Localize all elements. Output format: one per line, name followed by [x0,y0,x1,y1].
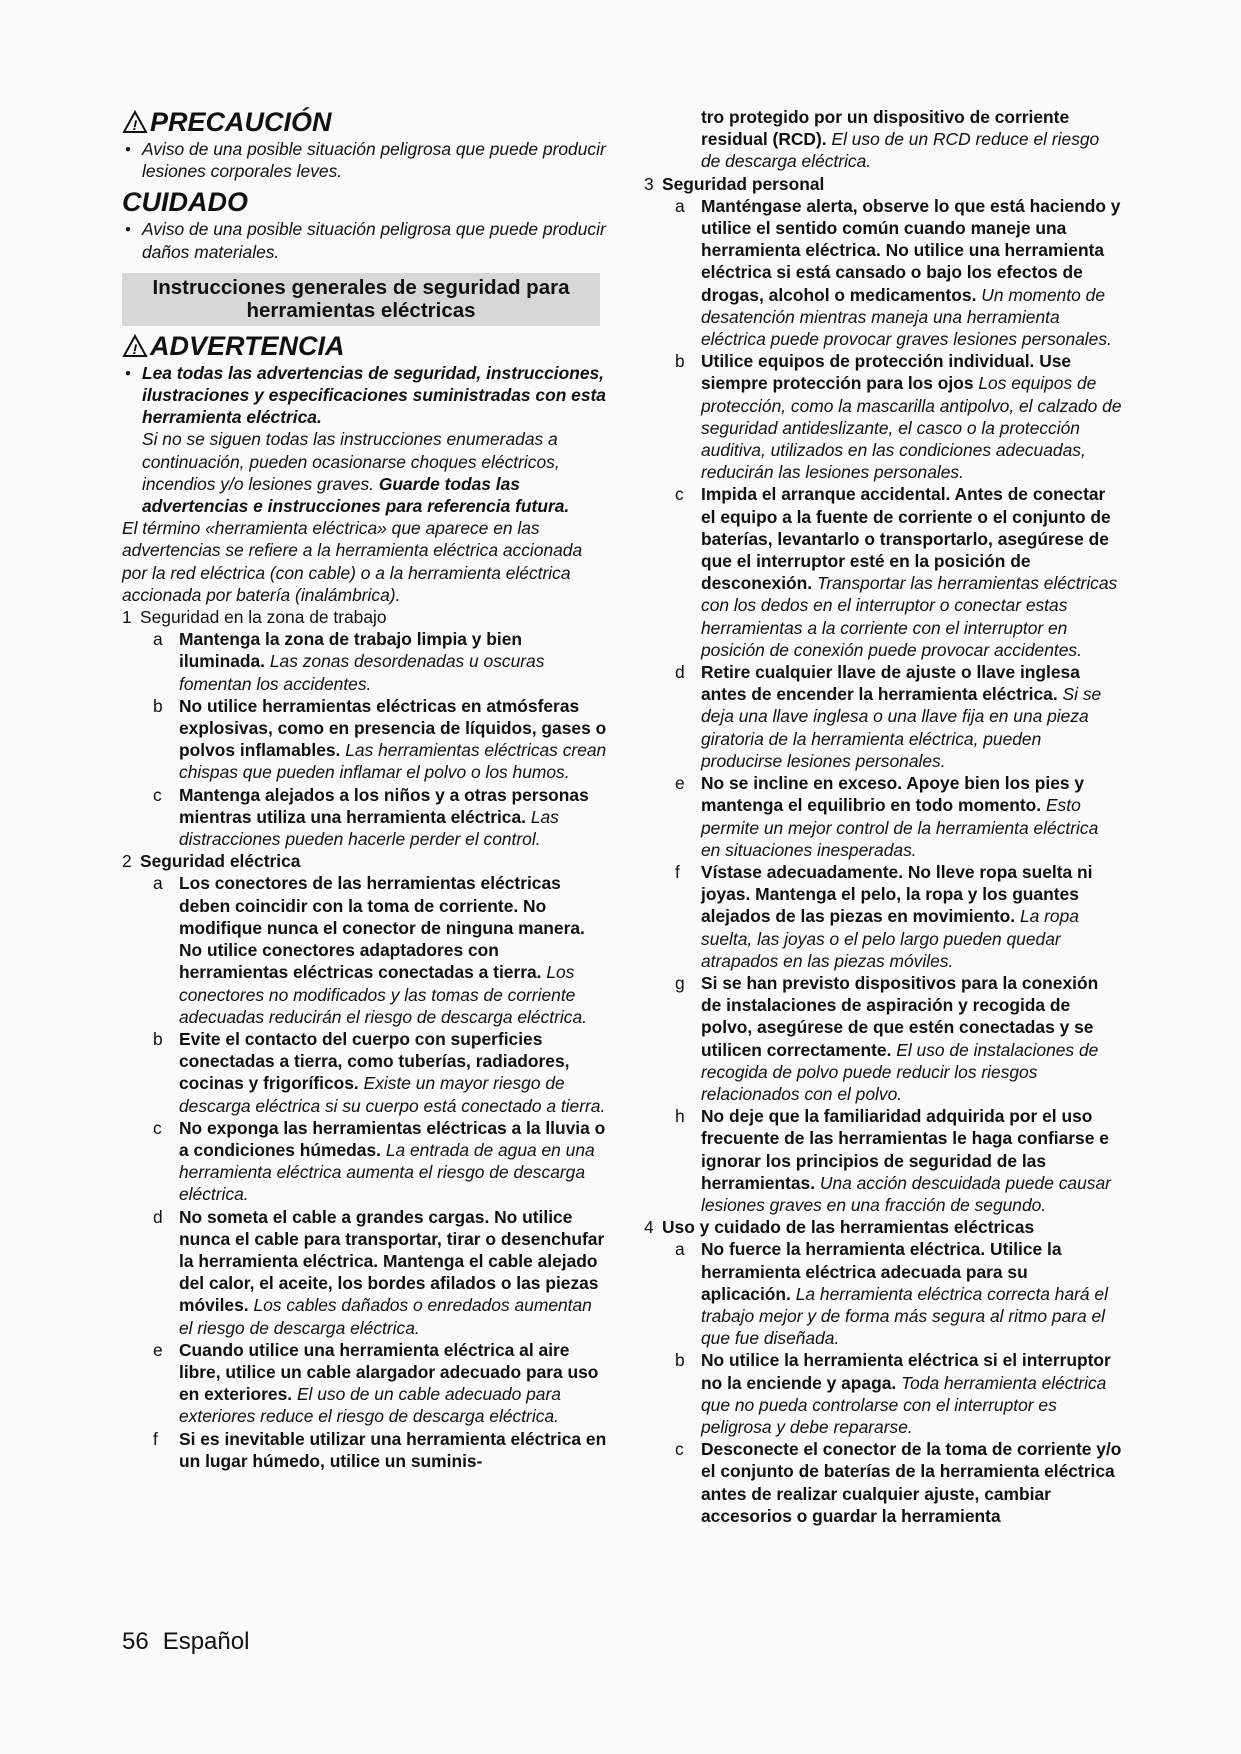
item-letter: c [153,784,162,805]
item-letter: a [153,629,163,650]
list-item [644,1238,1122,1349]
warning-triangle-icon [122,110,148,134]
item-bold: Vístase adecuadamente. No lleve ropa suelta ni joyas. Mantenga el pelo, la ropa y los guantes alejados de las piezas en movimiento. [701,861,1093,927]
list-item [122,1028,608,1117]
list-item [644,661,1122,772]
list-item [644,1105,1122,1216]
item-letter: a [675,195,685,216]
item-italic: Un momento de desatención mientras maneja una herramienta eléctrica puede provocar graves lesiones personales. [701,284,1112,350]
item-letter: g [675,972,685,993]
item-bold: Mantenga la zona de trabajo limpia y bien iluminada. [179,629,523,672]
list-item [644,483,1122,661]
section-heading-box: Instrucciones generales de seguridad para herramientas eléctricas [122,273,600,326]
item-italic: El uso de un cable adecuado para exteriores reduce el riesgo de descarga eléctrica. [179,1384,561,1427]
item-italic: Los conectores no modificados y las tomas de corriente adecuadas reducirán el riesgo de descarga eléctrica. [179,962,587,1027]
definition-paragraph: El término «herramienta eléctrica» que aparece en las advertencias se refiere a la herramienta eléctrica accionada por la red eléctrica (con cable) o a la herramienta eléctrica accionada por batería (inalámbrica). [122,518,583,605]
section-number: 4 [644,1217,654,1238]
item-italic: Existe un mayor riesgo de descarga eléctrica si su cuerpo está conectado a tierra. [179,1073,606,1116]
section-title: Seguridad en la zona de trabajo [140,607,387,628]
precaucion-heading [122,106,608,138]
list-item [122,628,608,695]
item-bold: Si se han previsto dispositivos para la conexión de instalaciones de aspiración y recogida de polvo, asegúrese de que estén conectadas y se utilicen correctamente. [701,972,1099,1060]
list-item [644,1349,1122,1438]
list-item-continued [644,106,1122,173]
list-item [122,784,608,851]
item-bold: Evite el contacto del cuerpo con superficies conectadas a tierra, como tuberías, radiadores, cocinas y frigoríficos. [179,1028,570,1094]
item-italic: La entrada de agua en una herramienta eléctrica aumenta el riesgo de descarga eléctrica. [179,1139,595,1205]
list-item [644,861,1122,972]
item-letter: b [153,1028,163,1049]
section-number: 3 [644,173,654,194]
item-bold: No se incline en exceso. Apoye bien los pies y mantenga el equilibrio en todo momento. [701,773,1085,816]
list-item [122,1339,608,1428]
item-italic: Transportar las herramientas eléctricas con los dedos en el interruptor o conectar estas herramientas a la corriente con el interruptor en posición de conexión puede provocar accidentes. [701,573,1118,660]
item-bold: No fuerce la herramienta eléctrica. Utilice la herramienta eléctrica adecuada para su aplicación. [701,1239,1062,1304]
advertencia-bullet: ● Lea todas las advertencias de seguridad, instrucciones, ilustraciones y especificaciones suministradas con esta herramienta eléctrica. [122,362,608,429]
item-letter: a [675,1239,685,1260]
item-bold: Impida el arranque accidental. Antes de conectar el equipo a la fuente de corriente o el conjunto de baterías, levantarlo o transportarlo, asegúrese de que el interruptor esté en la posición de desconexión. [701,484,1111,594]
item-letter: c [675,484,684,505]
item-italic: Toda herramienta eléctrica que no pueda controlarse con el interruptor es peligrosa y debe repararse. [701,1372,1107,1437]
item-bold: tro protegido por un dispositivo de corriente residual (RCD). [701,107,1070,150]
list-item [644,972,1122,1105]
section-number: 1 [122,607,132,628]
svg-text:!: ! [132,117,138,133]
precaucion-bullet: ● Aviso de una posible situación peligrosa que puede producir lesiones corporales leves. [122,138,608,182]
precaucion-title: PRECAUCIÓN [150,107,332,137]
item-bold: Manténgase alerta, observe lo que está haciendo y utilice el sentido común cuando maneje una herramienta eléctrica. No utilice una herramienta eléctrica si está cansado o bajo los efectos de drogas, alcohol o medicamentos. [701,195,1121,305]
advertencia-heading [122,330,608,362]
cuidado-heading [122,186,608,218]
section-3 [644,173,1122,195]
footer-language: Español [162,1628,250,1655]
advertencia-title: ADVERTENCIA [150,330,345,361]
item-bold: Los conectores de las herramientas eléctricas deben coincidir con la toma de corriente. No modifique nunca el conector de ninguna manera. No utilice conectores adaptadores con herramientas eléctricas conectadas a tierra. [179,873,585,983]
list-item [122,1117,608,1206]
svg-text:!: ! [132,340,138,357]
item-bold: No deje que la familiaridad adquirida por el uso frecuente de las herramientas le haga confiarse e ignorar los principios de seguridad de las herramientas. [701,1106,1109,1193]
section-1 [122,606,608,628]
item-bold: No utilice la herramienta eléctrica si el interruptor no la enciende y apaga. [701,1350,1111,1393]
section-title: Seguridad eléctrica [140,851,301,872]
list-item [644,772,1122,861]
section-title: Uso y cuidado de las herramientas eléctricas [662,1217,1035,1238]
item-bold: Si es inevitable utilizar una herramienta eléctrica en un lugar húmedo, utilice un suminis- [179,1428,607,1471]
cuidado-bullet: ● Aviso de una posible situación peligrosa que puede producir daños materiales. [122,218,608,262]
item-letter: a [153,873,163,894]
list-item [644,1438,1122,1527]
item-italic: Las herramientas eléctricas crean chispas que pueden inflamar el polvo o los humos. [179,740,607,783]
item-italic: Si se deja una llave inglesa o una llave fija en una pieza giratoria de la herramienta eléctrica, pueden producirse lesiones personales. [701,684,1102,771]
item-letter: b [675,1350,685,1371]
item-italic: La ropa suelta, las joyas o el pelo largo pueden quedar atrapados en las piezas móviles. [701,906,1079,971]
list-item [122,695,608,784]
item-bold: Utilice equipos de protección individual. Use siempre protección para los ojos [701,351,1072,394]
item-bold: Desconecte el conector de la toma de corriente y/o el conjunto de baterías de la herramienta eléctrica antes de realizar cualquier ajuste, cambiar accesorios o guardar la herramienta [701,1439,1122,1526]
item-italic: Las zonas desordenadas u oscuras fomentan los accidentes. [179,651,545,694]
list-item [122,872,608,1027]
item-bold: No utilice herramientas eléctricas en atmósferas explosivas, como en presencia de líquidos, gases o polvos inflamables. [179,695,607,761]
list-item [122,1428,608,1472]
item-italic: El uso de un RCD reduce el riesgo de descarga eléctrica. [701,129,1100,172]
section-number: 2 [122,851,132,872]
advertencia-text-bold: Guarde todas las advertencias e instrucciones para referencia futura. [142,473,570,517]
item-letter: d [675,662,685,683]
section-title: Seguridad personal [662,173,825,194]
advertencia-text [122,428,608,517]
left-column [122,106,608,1472]
item-letter: b [153,695,163,716]
item-letter: e [153,1339,163,1360]
item-letter: d [153,1206,163,1227]
item-italic: Los cables dañados o enredados aumentan el riesgo de descarga eléctrica. [179,1295,592,1338]
item-letter: c [153,1117,162,1138]
right-column [644,106,1122,1527]
item-italic: Esto permite un mejor control de la herramienta eléctrica en situaciones inesperadas. [701,795,1099,860]
item-bold: Cuando utilice una herramienta eléctrica al aire libre, utilice un cable alargador adecuado para uso en exteriores. [179,1339,599,1405]
item-italic: El uso de instalaciones de recogida de polvo puede reducir los riesgos relacionados con el polvo. [701,1039,1099,1104]
item-italic: Una acción descuidada puede causar lesiones graves en una fracción de segundo. [701,1172,1111,1215]
list-item [644,195,1122,350]
item-letter: e [675,773,685,794]
item-bold: Mantenga alejados a los niños y a otras personas mientras utiliza una herramienta eléctrica. [179,784,589,827]
item-letter: c [675,1439,684,1460]
section-2 [122,850,608,872]
item-letter: b [675,351,685,372]
list-item [644,350,1122,483]
item-bold: Retire cualquier llave de ajuste o llave inglesa antes de encender la herramienta eléctrica. [701,662,1080,705]
item-bold: No someta el cable a grandes cargas. No utilice nunca el cable para transportar, tirar o desenchufar la herramienta eléctrica. Mantenga el cable alejado del calor, el aceite, los bordes afilados o las piezas móviles. [179,1206,605,1316]
item-letter: h [675,1106,685,1127]
item-bold: No exponga las herramientas eléctricas a la lluvia o a condiciones húmedas. [179,1117,606,1160]
item-italic: Las distracciones pueden hacerle perder el control. [179,806,559,850]
item-letter: f [153,1428,158,1449]
list-item [122,1206,608,1339]
item-italic: La herramienta eléctrica correcta hará el trabajo mejor y de forma más segura al ritmo para el que fue diseñada. [701,1283,1108,1349]
item-letter: f [675,861,680,882]
page-number: 56 [122,1628,149,1655]
page-footer [122,1628,249,1656]
item-italic: Los equipos de protección, como la mascarilla antipolvo, el calzado de seguridad antideslizante, el casco o la protección auditiva, utilizados en las condiciones adecuadas, reducirán las lesiones personales. [701,373,1122,483]
advertencia-text-italic: Si no se siguen todas las instrucciones enumeradas a continuación, pueden ocasionarse choques eléctricos, incendios y/o lesiones graves. [142,429,560,494]
section-4 [644,1216,1122,1238]
warning-triangle-icon [122,334,148,358]
cuidado-title: CUIDADO [122,187,248,218]
